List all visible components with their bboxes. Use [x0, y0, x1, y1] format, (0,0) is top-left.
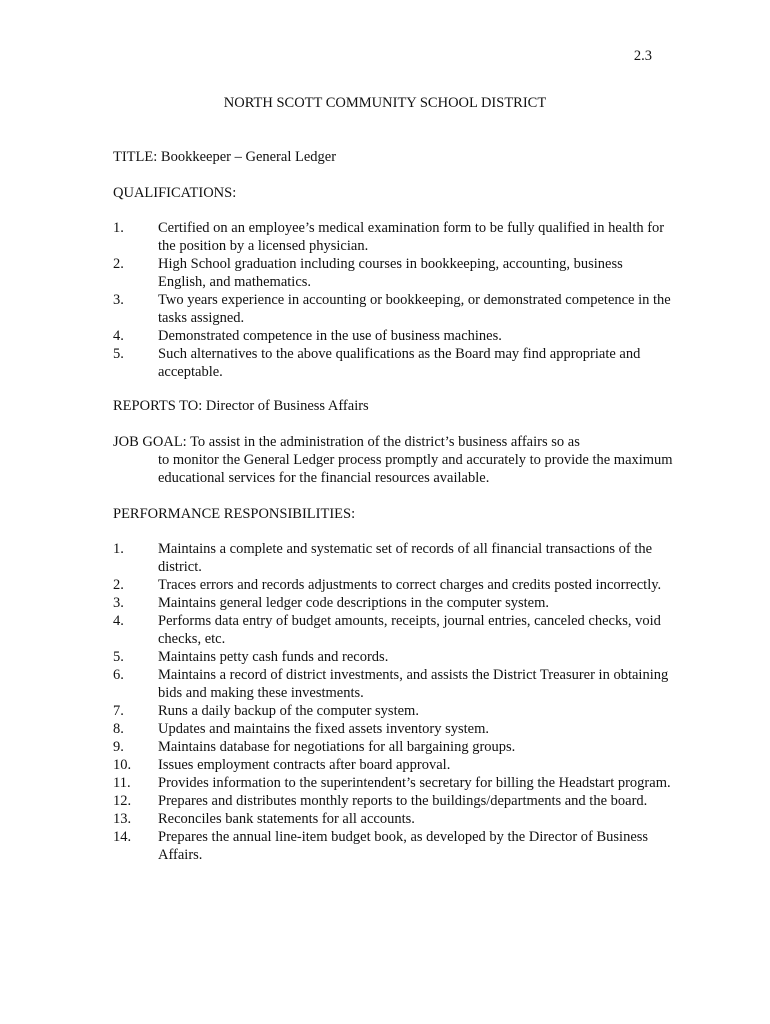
- responsibilities-heading: PERFORMANCE RESPONSIBILITIES:: [113, 506, 356, 522]
- list-item: [113, 810, 673, 828]
- list-item: [113, 576, 673, 594]
- district-heading: [0, 94, 770, 112]
- item-number: 4.: [113, 328, 124, 344]
- item-text: Maintains a record of district investments, and assists the District Treasurer in obtaining bids and making these investments.: [158, 667, 669, 701]
- item-text: Maintains a complete and systematic set of records of all financial transactions of the district.: [158, 541, 653, 575]
- item-number: 1.: [113, 220, 124, 236]
- item-number: 14.: [113, 829, 132, 845]
- item-number: 8.: [113, 721, 124, 737]
- item-text: Issues employment contracts after board approval.: [158, 757, 451, 773]
- item-number: 6.: [113, 667, 124, 683]
- item-text: Maintains petty cash funds and records.: [158, 649, 389, 665]
- item-number: 4.: [113, 613, 124, 629]
- list-item: [113, 255, 673, 291]
- item-number: 11.: [113, 775, 131, 791]
- responsibilities-list: [113, 540, 673, 864]
- list-item: [113, 291, 673, 327]
- list-item: [113, 720, 673, 738]
- item-number: 1.: [113, 541, 124, 557]
- item-text: Performs data entry of budget amounts, receipts, journal entries, canceled checks, void checks, etc.: [158, 613, 661, 647]
- item-text: High School graduation including courses in bookkeeping, accounting, business English, and mathematics.: [158, 256, 623, 290]
- list-item: [113, 828, 673, 864]
- item-text: Maintains general ledger code descriptions in the computer system.: [158, 595, 549, 611]
- list-item: [113, 738, 673, 756]
- item-text: Provides information to the superintendent’s secretary for billing the Headstart program.: [158, 775, 671, 791]
- job-goal: [113, 433, 673, 487]
- list-item: [113, 792, 673, 810]
- reports-to: REPORTS TO: Director of Business Affairs: [113, 398, 369, 414]
- job-title: TITLE: Bookkeeper – General Ledger: [113, 149, 337, 165]
- list-item: [113, 594, 673, 612]
- item-number: 10.: [113, 757, 132, 773]
- item-number: 2.: [113, 577, 124, 593]
- list-item: [113, 702, 673, 720]
- item-text: Maintains database for negotiations for all bargaining groups.: [158, 739, 516, 755]
- job-goal-first-line: JOB GOAL: To assist in the administration of the district’s business affairs so as: [113, 434, 580, 450]
- item-text: Prepares and distributes monthly reports to the buildings/departments and the board.: [158, 793, 648, 809]
- item-text: Certified on an employee’s medical examination form to be fully qualified in health for the position by a licensed physician.: [158, 220, 665, 254]
- item-number: 3.: [113, 595, 124, 611]
- item-number: 2.: [113, 256, 124, 272]
- district-name: NORTH SCOTT COMMUNITY SCHOOL DISTRICT: [223, 95, 547, 111]
- list-item: [113, 327, 673, 345]
- list-item: [113, 345, 673, 381]
- item-text: Updates and maintains the fixed assets inventory system.: [158, 721, 490, 737]
- list-item: [113, 666, 673, 702]
- item-text: Reconciles bank statements for all accounts.: [158, 811, 415, 827]
- list-item: [113, 756, 673, 774]
- item-number: 3.: [113, 292, 124, 308]
- item-text: Demonstrated competence in the use of business machines.: [158, 328, 502, 344]
- list-item: [113, 219, 673, 255]
- item-number: 9.: [113, 739, 124, 755]
- item-number: 13.: [113, 811, 132, 827]
- list-item: [113, 648, 673, 666]
- item-number: 5.: [113, 346, 124, 362]
- item-text: Two years experience in accounting or bookkeeping, or demonstrated competence in the tasks assigned.: [158, 292, 671, 326]
- qualifications-heading: QUALIFICATIONS:: [113, 185, 237, 201]
- item-number: 5.: [113, 649, 124, 665]
- item-text: Prepares the annual line-item budget book, as developed by the Director of Business Affairs.: [158, 829, 649, 863]
- list-item: [113, 774, 673, 792]
- item-number: 12.: [113, 793, 132, 809]
- job-goal-continuation: to monitor the General Ledger process promptly and accurately to provide the maximum educational services for the financial resources available.: [158, 452, 673, 486]
- item-number: 7.: [113, 703, 124, 719]
- item-text: Runs a daily backup of the computer system.: [158, 703, 419, 719]
- list-item: [113, 540, 673, 576]
- item-text: Traces errors and records adjustments to correct charges and credits posted incorrectly.: [158, 577, 662, 593]
- list-item: [113, 612, 673, 648]
- page-number: 2.3: [633, 48, 652, 64]
- qualifications-list: [113, 219, 673, 381]
- item-text: Such alternatives to the above qualifications as the Board may find appropriate and acceptable.: [158, 346, 641, 380]
